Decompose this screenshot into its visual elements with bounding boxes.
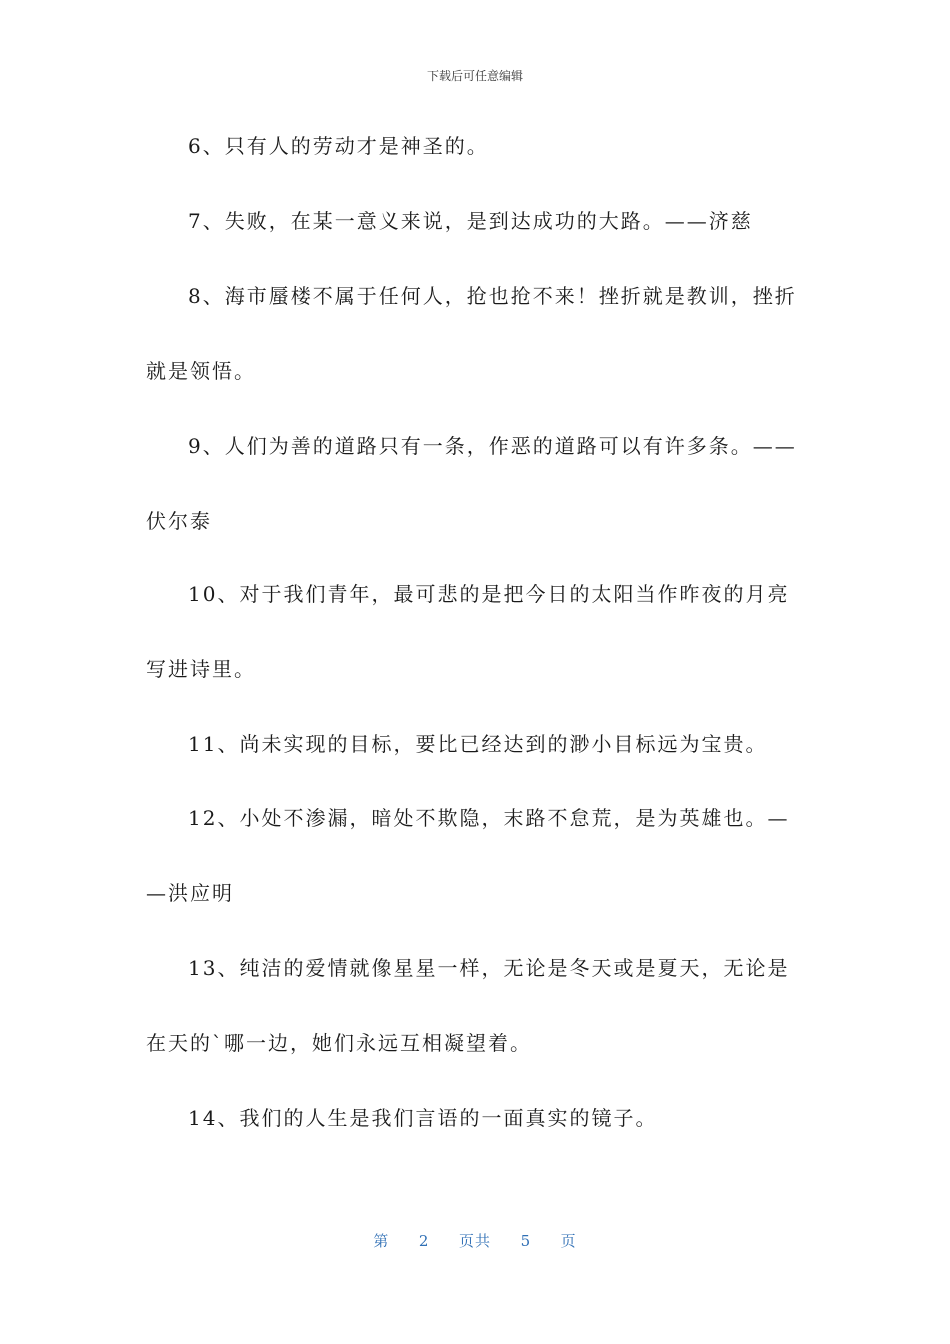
page-header: 下载后可任意编辑 <box>426 69 523 83</box>
quote-13-line-2: 在天的`哪一边，她们永远互相凝望着。 <box>146 1031 532 1055</box>
quote-8-line-1: 8、海市蜃楼不属于任何人，抢也抢不来！挫折就是教训，挫折 <box>188 284 797 308</box>
footer-suffix: 页 <box>560 1232 577 1250</box>
quote-10-line-2: 写进诗里。 <box>146 657 256 681</box>
quote-11: 11、尚未实现的目标，要比已经达到的渺小目标远为宝贵。 <box>188 732 768 756</box>
quote-9-line-1: 9、人们为善的道路只有一条，作恶的道路可以有许多条。—— <box>188 434 797 458</box>
quote-13-line-1: 13、纯洁的爱情就像星星一样，无论是冬天或是夏天，无论是 <box>188 956 790 980</box>
quote-14: 14、我们的人生是我们言语的一面真实的镜子。 <box>188 1106 658 1130</box>
quote-12-line-2: —洪应明 <box>146 881 234 905</box>
footer-prefix: 第 <box>373 1232 390 1250</box>
quote-6: 6、只有人的劳动才是神圣的。 <box>188 134 489 158</box>
footer-middle: 页共 <box>458 1232 491 1250</box>
quote-12-line-1: 12、小处不渗漏，暗处不欺隐，末路不怠荒，是为英雄也。— <box>188 806 790 830</box>
quote-7: 7、失败，在某一意义来说，是到达成功的大路。——济慈 <box>188 209 753 233</box>
page-footer <box>0 1230 950 1251</box>
quote-10-line-1: 10、对于我们青年，最可悲的是把今日的太阳当作昨夜的月亮 <box>188 582 790 606</box>
quote-9-line-2: 伏尔泰 <box>146 509 212 533</box>
footer-page-number: 2 <box>418 1232 430 1250</box>
quote-8-line-2: 就是领悟。 <box>146 359 256 383</box>
footer-total-pages: 5 <box>520 1232 532 1250</box>
